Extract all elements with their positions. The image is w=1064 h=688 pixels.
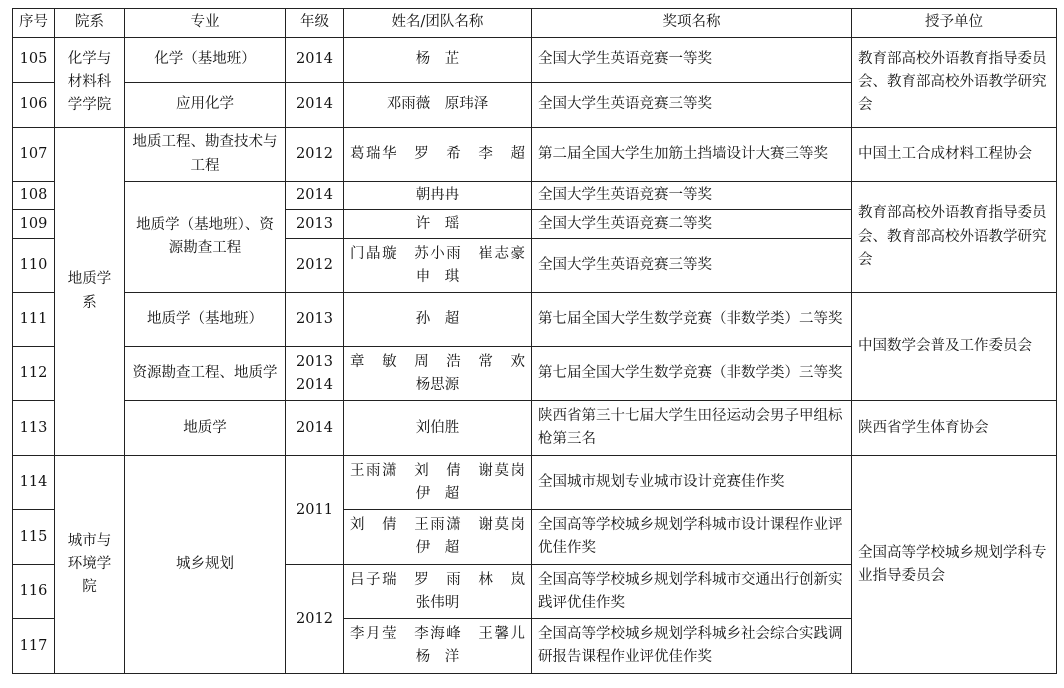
header-grade: 年级 [286,9,344,38]
award-cell: 全国大学生英语竞赛二等奖 [532,210,852,239]
award-cell: 陕西省第三十七届大学生田径运动会男子甲组标枪第三名 [532,401,852,456]
name-cell [344,347,532,401]
award-cell: 全国城市规划专业城市设计竞赛佳作奖 [532,456,852,510]
organization-cell: 陕西省学生体育协会 [852,401,1057,456]
name-cell: 葛瑞华 罗 希 李 超 [344,128,532,182]
row-index: 108 [13,182,55,210]
award-cell: 全国高等学校城乡规划学科城市设计课程作业评优佳作奖 [532,510,852,565]
name-line: 张伟明 [415,594,460,611]
row-index: 111 [13,293,55,347]
grade-cell [286,347,344,401]
grade-cell: 2011 [286,456,344,565]
name-line: 申 琪 [415,268,460,285]
table-row [13,182,1057,210]
name-cell: 刘伯胜 [344,401,532,456]
row-index: 110 [13,239,55,293]
table-row [13,456,1057,510]
name-line: 章 敏 周 浩 常 欢 [350,353,525,370]
major-cell: 地质工程、勘查技术与工程 [125,128,286,182]
organization-cell: 教育部高校外语教育指导委员会、教育部高校外语教学研究会 [852,182,1057,293]
award-cell: 全国大学生英语竞赛三等奖 [532,239,852,293]
row-index: 113 [13,401,55,456]
table-row [13,401,1057,456]
grade-cell: 2012 [286,239,344,293]
row-index: 115 [13,510,55,565]
department-cell: 地质学系 [55,128,125,456]
grade-cell: 2013 [286,210,344,239]
name-line: 刘 倩 王雨潇 谢莫岗 [350,517,525,533]
name-cell: 孙 超 [344,293,532,347]
table-row [13,293,1057,347]
award-cell: 全国大学生英语竞赛三等奖 [532,83,852,128]
header-index: 序号 [13,9,55,38]
award-cell: 第七届全国大学生数学竞赛（非数学类）二等奖 [532,293,852,347]
grade-cell: 2014 [286,182,344,210]
name-line: 杨思源 [415,376,460,393]
award-cell: 第七届全国大学生数学竞赛（非数学类）三等奖 [532,347,852,401]
table-row [13,38,1057,83]
grade-cell: 2012 [286,565,344,674]
grade-line: 2014 [296,376,333,393]
award-cell: 第二届全国大学生加筋土挡墙设计大赛三等奖 [532,128,852,182]
name-cell [344,510,532,565]
department-cell: 化学与材料科学学院 [55,38,125,128]
major-cell: 资源勘查工程、地质学 [125,347,286,401]
name-line: 杨 洋 [415,649,460,666]
organization-cell: 中国数学会普及工作委员会 [852,293,1057,401]
header-name: 姓名/团队名称 [344,9,532,38]
header-award: 奖项名称 [532,9,852,38]
major-cell: 地质学（基地班）、资源勘查工程 [125,182,286,293]
organization-cell: 教育部高校外语教育指导委员会、教育部高校外语教学研究会 [852,38,1057,128]
major-cell: 地质学（基地班） [125,293,286,347]
grade-cell: 2012 [286,128,344,182]
awards-table [12,8,1057,674]
row-index: 109 [13,210,55,239]
major-cell: 化学（基地班） [125,38,286,83]
grade-line: 2013 [296,353,333,370]
header-organization: 授予单位 [852,9,1057,38]
award-cell: 全国高等学校城乡规划学科城乡社会综合实践调研报告课程作业评优佳作奖 [532,619,852,674]
header-row [13,9,1057,38]
name-line: 伊 超 [415,485,460,502]
name-line: 门晶璇 苏小雨 崔志豪 [350,245,525,262]
row-index: 117 [13,619,55,674]
major-cell: 应用化学 [125,83,286,128]
name-line: 李月莹 李海峰 王馨儿 [350,626,525,642]
row-index: 107 [13,128,55,182]
award-cell: 全国大学生英语竞赛一等奖 [532,38,852,83]
row-index: 106 [13,83,55,128]
header-department: 院系 [55,9,125,38]
grade-cell: 2014 [286,401,344,456]
name-cell: 许 瑶 [344,210,532,239]
award-cell: 全国大学生英语竞赛一等奖 [532,182,852,210]
department-cell: 城市与环境学院 [55,456,125,674]
grade-cell: 2014 [286,83,344,128]
row-index: 116 [13,565,55,619]
name-cell: 邓雨薇 原玮泽 [344,83,532,128]
row-index: 105 [13,38,55,83]
name-line: 吕子瑞 罗 雨 林 岚 [350,571,525,588]
name-cell: 杨 芷 [344,38,532,83]
award-cell: 全国高等学校城乡规划学科城市交通出行创新实践评优佳作奖 [532,565,852,619]
organization-cell: 全国高等学校城乡规划学科专业指导委员会 [852,456,1057,674]
table-row [13,128,1057,182]
organization-cell: 中国土工合成材料工程协会 [852,128,1057,182]
major-cell: 地质学 [125,401,286,456]
header-major: 专业 [125,9,286,38]
name-line: 伊 超 [415,540,460,557]
name-line: 王雨潇 刘 倩 谢莫岗 [350,462,525,479]
name-cell [344,456,532,510]
grade-cell: 2013 [286,293,344,347]
major-cell: 城乡规划 [125,456,286,674]
row-index: 114 [13,456,55,510]
name-cell: 朝冉冉 [344,182,532,210]
row-index: 112 [13,347,55,401]
name-cell [344,565,532,619]
name-cell [344,239,532,293]
name-cell [344,619,532,674]
grade-cell: 2014 [286,38,344,83]
